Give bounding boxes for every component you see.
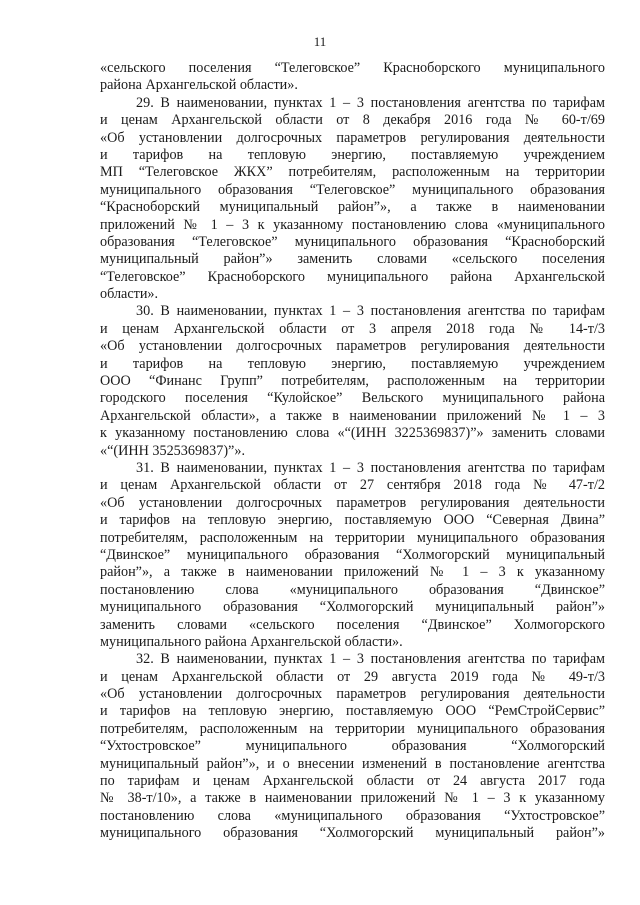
text-line: постановлению слова «муниципального образования “Ухтостровское” [100, 807, 605, 824]
document-body [100, 60, 605, 843]
text-line: муниципальный район”», и о внесении изменений в постановление агентства [100, 755, 605, 772]
text-line: и ценам Архангельской области от 8 декабря 2016 года № 60-т/69 [100, 112, 605, 129]
text-line: постановлению слова «муниципального образования “Двинское” [100, 581, 605, 598]
text-line: муниципального образования “Холмогорский муниципальный район”» [100, 599, 605, 616]
text-line: “Красноборский муниципальный район”», а также в наименовании [100, 199, 605, 216]
text-line: № 38-т/10», а также в наименовании приложений № 1 – 3 к указанному [100, 790, 605, 807]
text-line: и тарифов на тепловую энергию, поставляемую ООО “Северная Двина” [100, 512, 605, 529]
text-line: «Об установлении долгосрочных параметров регулирования деятельности [100, 494, 605, 511]
text-line: “Ухтостровское” муниципального образования “Холмогорский [100, 738, 605, 755]
text-line: «сельского поселения “Телеговское” Красноборского муниципального [100, 60, 605, 76]
text-line: заменить словами «сельского поселения “Двинское” Холмогорского [100, 616, 605, 633]
text-line: и ценам Архангельской области от 27 сентября 2018 года № 47-т/2 [100, 477, 605, 494]
text-line: муниципального района Архангельской области». [100, 633, 403, 650]
text-line: 29. В наименовании, пунктах 1 – 3 постановления агентства по тарифам [136, 94, 605, 111]
text-line: района Архангельской области». [100, 77, 298, 94]
text-line: «Об установлении долгосрочных параметров регулирования деятельности [100, 686, 605, 703]
text-line: и ценам Архангельской области от 29 августа 2019 года № 49-т/3 [100, 668, 605, 685]
paragraph-item-29 [100, 95, 605, 304]
text-line: по тарифам и ценам Архангельской области от 24 августа 2017 года [100, 773, 605, 790]
text-line: муниципального образования “Телеговское” муниципального образования [100, 181, 605, 198]
text-line: и тарифов на тепловую энергию, поставляемую ООО “РемСтройСервис” [100, 703, 605, 720]
text-line: Архангельской области», а также в наименовании приложений № 1 – 3 [100, 407, 605, 424]
text-line: и тарифов на тепловую энергию, поставляемую учреждением [100, 146, 605, 163]
text-line: городского поселения “Кулойское” Вельского муниципального района [100, 390, 605, 407]
text-line: 32. В наименовании, пунктах 1 – 3 постановления агентства по тарифам [136, 651, 605, 668]
text-line: ООО “Финанс Групп” потребителям, расположенным на территории [100, 373, 605, 390]
text-line: “Телеговское” Красноборского муниципального района Архангельской [100, 268, 605, 285]
text-line: потребителям, расположенным на территории муниципального образования [100, 720, 605, 737]
text-line: «Об установлении долгосрочных параметров регулирования деятельности [100, 129, 605, 146]
text-line: муниципальный район”» заменить словами «сельского поселения [100, 251, 605, 268]
text-line: “Двинское” муниципального образования “Холмогорский муниципальный [100, 546, 605, 563]
text-line: «“(ИНН 3525369837)”». [100, 442, 245, 459]
text-line: 31. В наименовании, пунктах 1 – 3 постановления агентства по тарифам [136, 459, 605, 476]
text-line: и тарифов на тепловую энергию, поставляемую учреждением [100, 355, 605, 372]
text-line: и ценам Архангельской области от 3 апреля 2018 года № 14-т/3 [100, 320, 605, 337]
text-line: муниципального образования “Холмогорский муниципальный район”» [100, 825, 605, 842]
text-line: «Об установлении долгосрочных параметров регулирования деятельности [100, 338, 605, 355]
text-line: МП “Телеговское ЖКХ” потребителям, расположенным на территории [100, 164, 605, 181]
text-line: 30. В наименовании, пунктах 1 – 3 постановления агентства по тарифам [136, 303, 605, 320]
text-line: области». [100, 286, 159, 303]
page-number: 11 [313, 34, 327, 49]
text-line: приложений № 1 – 3 к указанному постановлению слова «муниципального [100, 216, 605, 233]
paragraph-item-30 [100, 303, 605, 460]
text-line: потребителям, расположенным на территории муниципального образования [100, 529, 605, 546]
paragraph-item-31 [100, 460, 605, 651]
text-line: к указанному постановлению слова «“(ИНН 3225369837)”» заменить словами [100, 425, 605, 442]
text-line: образования “Телеговское” муниципального образования “Красноборский [100, 233, 605, 250]
text-line: район”», а также в наименовании приложений № 1 – 3 к указанному [100, 564, 605, 581]
paragraph-continuation [100, 60, 605, 95]
paragraph-item-32 [100, 651, 605, 842]
